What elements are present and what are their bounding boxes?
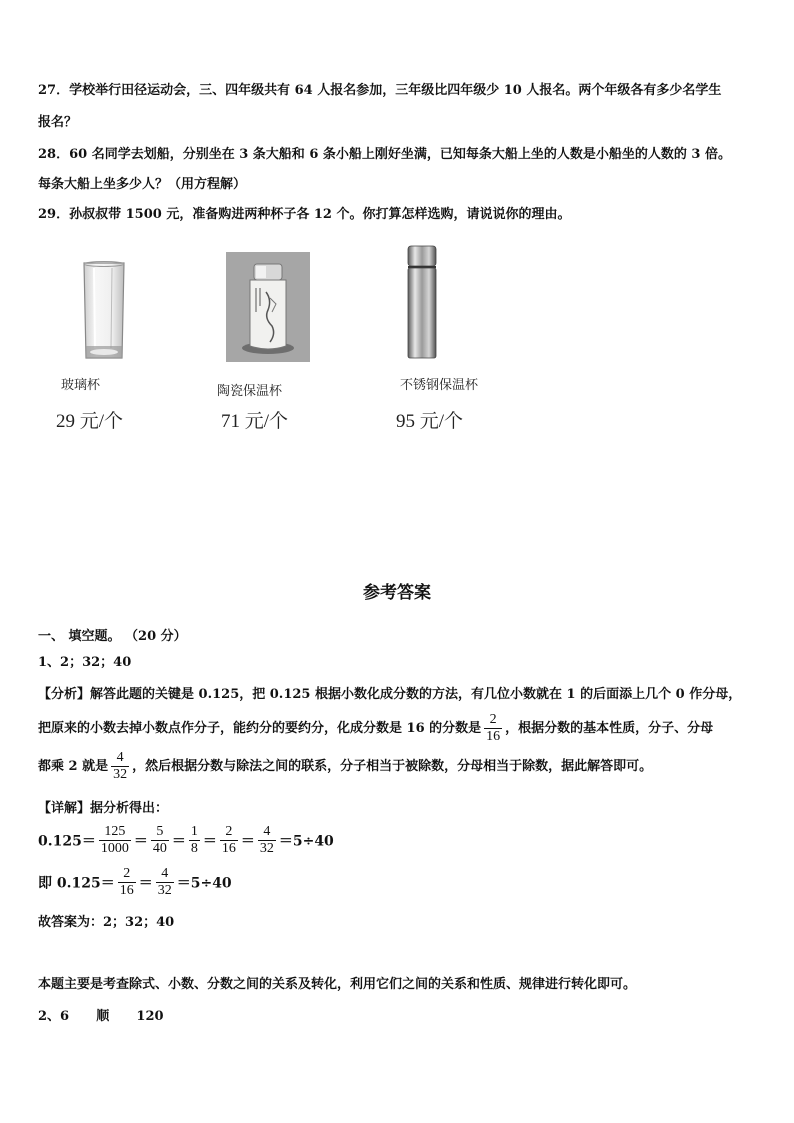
numerator: 5 — [151, 824, 169, 841]
denominator: 40 — [152, 841, 167, 856]
fraction-1-8 — [189, 824, 200, 857]
numerator: 2 — [484, 712, 502, 729]
denominator: 16 — [119, 883, 134, 898]
denominator: 1000 — [100, 841, 129, 856]
equals-sign: ＝ — [138, 875, 153, 892]
equation-1-start: 0.125＝ — [38, 833, 96, 850]
numerator: 125 — [99, 824, 131, 841]
question-29-line-1: 29．孙叔叔带 1500 元，准备购进两种杯子各 12 个。你打算怎样选购，请说说你的理由。 — [38, 207, 571, 222]
fraction-4-32 — [111, 750, 129, 783]
analysis-line-2-end: ，根据分数的基本性质，分子、分母 — [505, 721, 714, 736]
cup-options — [0, 240, 794, 440]
fraction-2-16 — [484, 712, 502, 745]
equals-sign: ＝ — [240, 833, 255, 850]
denominator: 16 — [486, 729, 501, 744]
equation-1-end: ＝5÷40 — [278, 833, 334, 850]
analysis-line-3-end: ，然后根据分数与除法之间的联系，分子相当于被除数，分母相当于除数，据此解答即可。 — [132, 759, 653, 774]
equation-2-end: ＝5÷40 — [176, 875, 232, 892]
summary-line: 本题主要是考查除式、小数、分数之间的关系及转化，利用它们之间的关系和性质、规律进行转化即可。 — [38, 977, 637, 992]
denominator: 32 — [259, 841, 274, 856]
equation-1 — [38, 824, 334, 857]
cup-name-glass: 玻璃杯 — [61, 378, 101, 393]
cup-name-steel: 不锈钢保温杯 — [400, 378, 479, 393]
numerator: 4 — [156, 866, 174, 883]
numerator: 4 — [111, 750, 129, 767]
analysis-line-3 — [38, 750, 652, 783]
answer-1-heading: 1、2；32；40 — [38, 655, 132, 670]
numerator: 2 — [220, 824, 238, 841]
cup-price-ceramic: 71 元/个 — [221, 411, 289, 432]
denominator: 16 — [221, 841, 236, 856]
denominator: 32 — [113, 767, 128, 782]
question-27-line-1: 27．学校举行田径运动会，三、四年级共有 64 人报名参加，三年级比四年级少 10 人报名。两个年级各有多少名学生 — [38, 83, 722, 98]
numerator: 4 — [258, 824, 276, 841]
cup-price-glass: 29 元/个 — [56, 411, 124, 432]
fraction-4-32 — [258, 824, 276, 857]
equals-sign: ＝ — [171, 833, 186, 850]
analysis-line-2-start: 把原来的小数去掉小数点作分子，能约分的要约分，化成分数是 16 的分数是 — [38, 721, 482, 736]
equation-2 — [38, 866, 232, 899]
question-27-line-2: 报名？ — [38, 115, 78, 130]
fraction-2-16 — [220, 824, 238, 857]
glass-cup-icon — [80, 260, 128, 364]
denominator: 8 — [190, 841, 198, 856]
equals-sign: ＝ — [133, 833, 148, 850]
cup-price-steel: 95 元/个 — [396, 411, 464, 432]
equation-2-start: 即 0.125＝ — [38, 875, 115, 892]
ceramic-thermos-icon — [226, 252, 310, 362]
steel-thermos-icon — [405, 244, 439, 360]
analysis-line-1: 【分析】解答此题的关键是 0.125，把 0.125 根据小数化成分数的方法，有几位小数就在 1 的后面添上几个 0 作分母， — [38, 687, 742, 702]
question-28-line-2: 每条大船上坐多少人？（用方程解） — [38, 177, 247, 192]
answer-line: 故答案为：2；32；40 — [38, 915, 175, 930]
section-1-heading: 一、 填空题。 （20 分） — [38, 629, 187, 644]
answers-title: 参考答案 — [363, 583, 431, 603]
numerator: 2 — [118, 866, 136, 883]
analysis-line-3-start: 都乘 2 就是 — [38, 759, 109, 774]
numerator: 1 — [190, 824, 198, 839]
detail-heading: 【详解】据分析得出： — [38, 801, 169, 816]
question-28-line-1: 28．60 名同学去划船，分别坐在 3 条大船和 6 条小船上刚好坐满，已知每条大船上坐的人数是小船坐的人数的 3 倍。 — [38, 147, 731, 162]
denominator: 32 — [157, 883, 172, 898]
fraction-5-40 — [151, 824, 169, 857]
answer-2-heading: 2、6 顺 120 — [38, 1009, 164, 1024]
fraction-125-1000 — [99, 824, 131, 857]
equals-sign: ＝ — [202, 833, 217, 850]
fraction-4-32 — [156, 866, 174, 899]
analysis-line-2 — [38, 712, 713, 745]
cup-name-ceramic: 陶瓷保温杯 — [217, 384, 283, 399]
fraction-2-16 — [118, 866, 136, 899]
